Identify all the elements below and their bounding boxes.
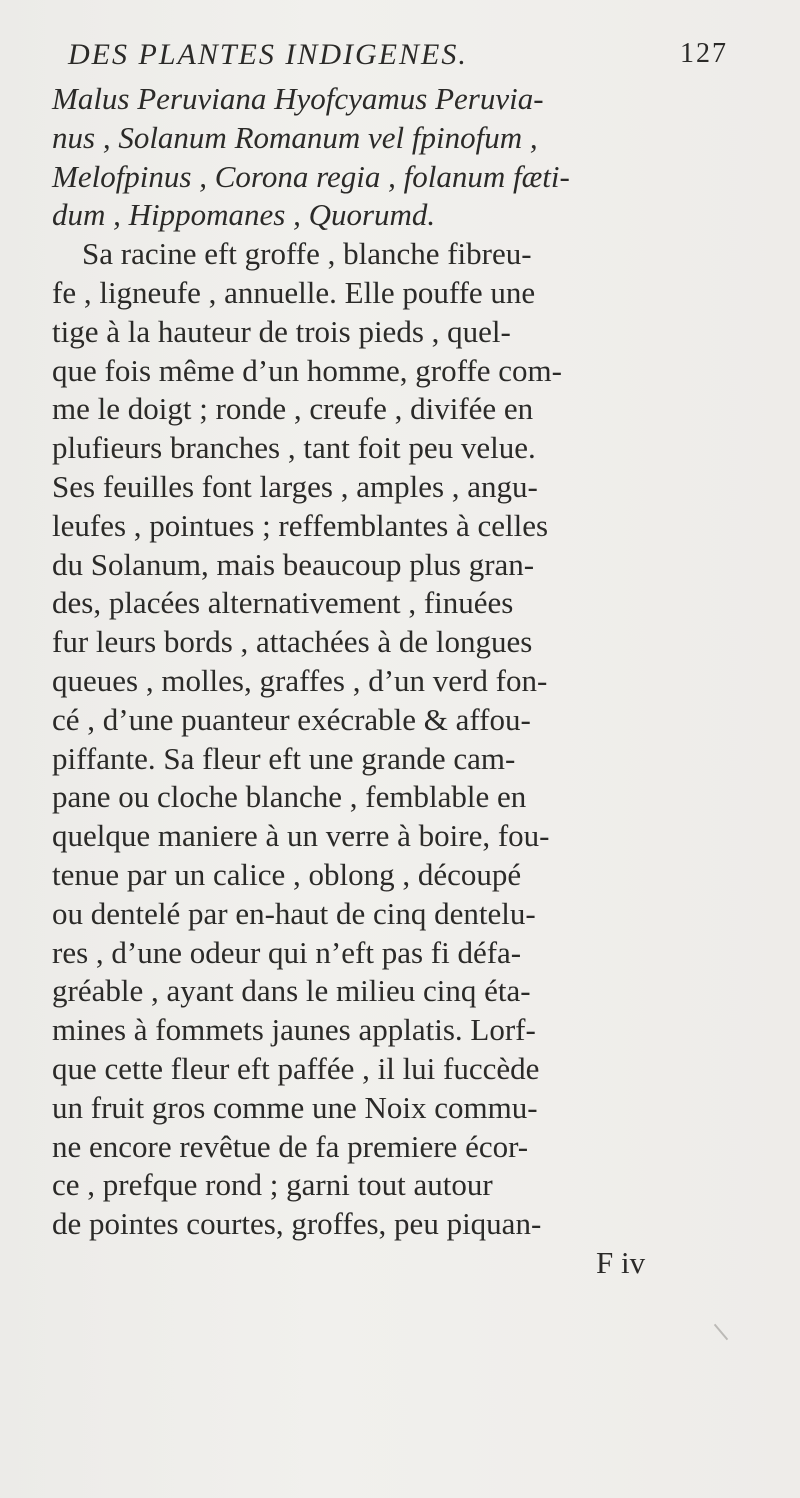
text-line: pane ou cloche blanche , femblable en [52,779,527,815]
text-line: des, placées alternativement , finuées [52,585,514,621]
text-line: que fois même d’un homme, groffe com- [52,352,562,388]
text-line: ce , prefque rond ; garni tout autour [52,1167,493,1203]
text-line: de pointes courtes, groffes, peu piquan- [52,1206,542,1242]
text-line: piffante. Sa fleur eft une grande cam- [52,740,516,776]
text-line: Malus Peruviana Hyofcyamus Peruvia- [52,81,544,116]
text-line: Melofpinus , Corona regia , folanum fæti- [52,158,570,194]
ink-mark [714,1324,728,1341]
body-text [52,80,792,1283]
text-line: fur leurs bords , attachées à de longues [52,624,533,660]
running-title: DES PLANTES INDIGENES. [68,38,468,71]
text-line: Sa racine eft groffe , blanche fibreu- [82,236,532,272]
signature-mark: F iv [596,1244,646,1280]
text-line: plufieurs branches , tant foit peu velue. [52,430,536,466]
text-line: quelque maniere à un verre à boire, fou- [52,818,550,854]
text-line: Ses feuilles font larges , amples , angu- [52,468,538,504]
text-line: res , d’une odeur qui n’eft pas fi défa- [52,934,522,970]
text-line: me le doigt ; ronde , creufe , divifée en [52,391,534,427]
text-line: tenue par un calice , oblong , découpé [52,856,522,892]
text-line: ou dentelé par en-haut de cinq dentelu- [52,895,536,931]
text-line: gréable , ayant dans le milieu cinq éta- [52,973,531,1009]
text-line: un fruit gros comme une Noix commu- [52,1089,538,1125]
text-line: que cette fleur eft paffée , il lui fuccède [52,1050,540,1086]
page-header [68,38,728,80]
text-line: tige à la hauteur de trois pieds , quel- [52,313,511,349]
text-line: du Solanum, mais beaucoup plus gran- [52,546,535,582]
text-line: mines à fommets jaunes applatis. Lorf- [52,1012,536,1048]
text-line: ne encore revêtue de fa premiere écor- [52,1128,529,1164]
text-line: fe , ligneufe , annuelle. Elle pouffe une [52,274,536,310]
page-number: 127 [680,38,728,69]
text-line: queues , molles, graffes , d’un verd fon- [52,662,548,698]
text-line: cé , d’une puanteur exécrable & affou- [52,701,531,737]
text-line: leufes , pointues ; reffemblantes à celles [52,507,549,543]
text-line: dum , Hippomanes , Quorumd. [52,197,436,233]
text-line: nus , Solanum Romanum vel fpinofum , [52,119,538,155]
